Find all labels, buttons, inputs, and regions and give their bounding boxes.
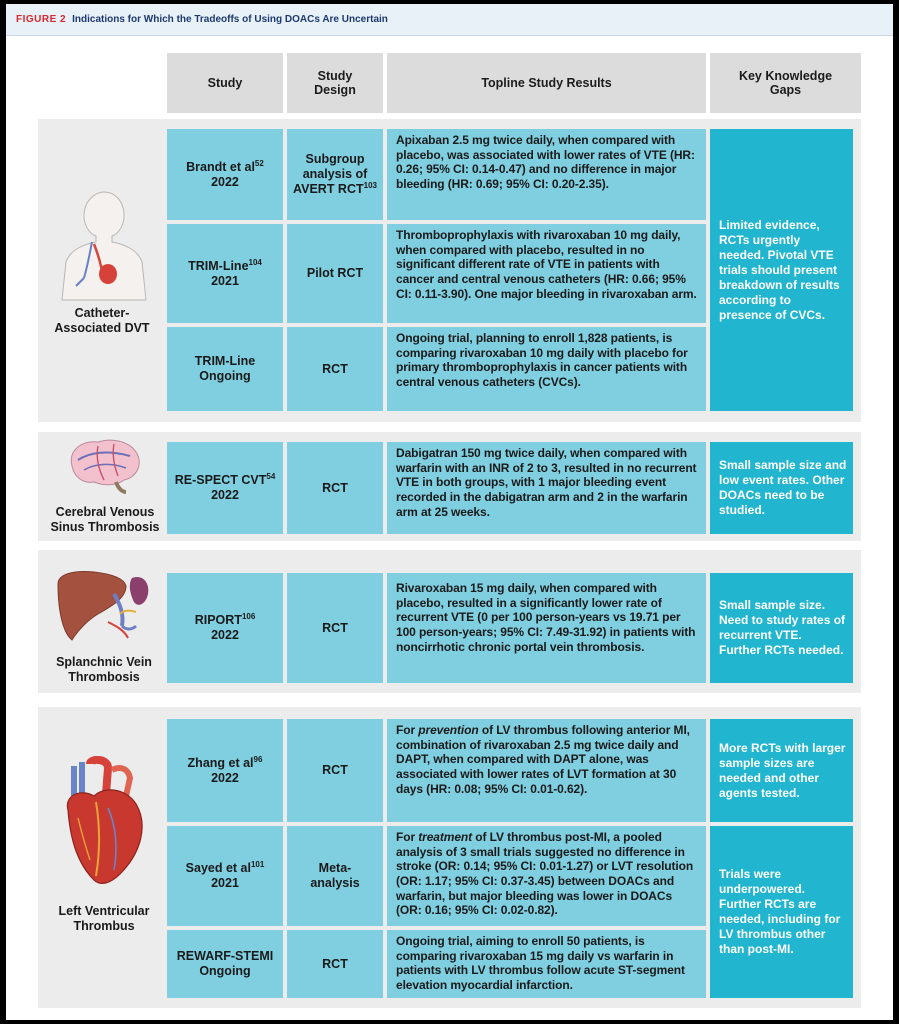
study-name: Sayed et al <box>185 861 251 875</box>
design-zhang: RCT <box>287 719 383 822</box>
study-year: 2022 <box>211 174 239 189</box>
study-year: 2022 <box>211 488 239 502</box>
study-name: RIPORT <box>194 613 242 627</box>
design-trim-line-2021: Pilot RCT <box>287 224 383 323</box>
gaps-splanchnic: Small sample size. Need to study rates of recurrent VTE. Further RCTs needed. <box>710 573 853 683</box>
study-ref: 106 <box>241 611 256 621</box>
results-riport: Rivaroxaban 15 mg daily, when compared with placebo, resulted in a significantly lower rate of recurrent VTE (0 per 100 person-years vs 19.71 per 100 person-years; 95% CI: 7.49-31.92) in patients with noncirrhotic chronic portal vein thrombosis. <box>387 573 706 683</box>
results-sayed <box>387 826 706 926</box>
design-sayed: Meta-analysis <box>287 826 383 926</box>
results-trim-line-2021: Thromboprophylaxis with rivaroxaban 10 mg daily, when compared with placebo, resulted in no significant different rate of VTE in patients with cancer and central venous catheters (HR: 0.66; 95% CI: 0.11-3.90). One major bleeding in rivaroxaban arm. <box>387 224 706 323</box>
study-zhang <box>167 719 283 822</box>
gaps-catheter-dvt: Limited evidence, RCTs urgently needed. Pivotal VTE trials should present breakdown of results according to presence of CVCs. <box>710 129 853 411</box>
study-trim-line-ongoing <box>167 327 283 411</box>
study-ref: 96 <box>253 754 263 764</box>
header-topline-results: Topline Study Results <box>387 53 706 113</box>
design-brandt <box>287 129 383 220</box>
heart-icon <box>56 756 152 888</box>
study-re-spect-cvt <box>167 442 283 534</box>
study-name: REWARF-STEMI <box>176 949 274 963</box>
study-name: TRIM-Line <box>188 258 249 273</box>
results-rest: of LV thrombus post-MI, a pooled analysis of 3 small trials suggested no difference in stroke (OR: 0.14; 95% CI: 0.01-1.27) or LVT resolution (OR: 1.17; 95% CI: 0.37-3.45) between DOACs and warfarin, but major bleeding was lower in DOACs (OR: 0.16; 95% CI: 0.02-0.82). <box>396 830 694 918</box>
category-cvst: Cerebral Venous Sinus Thrombosis <box>50 505 160 535</box>
design-ref: 103 <box>363 180 377 190</box>
results-emphasis: prevention <box>418 723 479 737</box>
study-sayed <box>167 826 283 926</box>
study-ref: 104 <box>248 257 262 267</box>
results-zhang <box>387 719 706 822</box>
results-rest: of LV thrombus following anterior MI, combination of rivaroxaban 2.5 mg twice daily and DAPT, when compared with DAPT alone, was associated with lower rates of LVT formation at 30 days (HR: 0.08; 95% CI: 0.01-0.62). <box>396 723 690 796</box>
design-trim-line-ongoing: RCT <box>287 327 383 411</box>
study-rewarf-stemi <box>167 930 283 998</box>
study-brandt <box>167 129 283 220</box>
header-study: Study <box>167 53 283 113</box>
study-trim-line-2021 <box>167 224 283 323</box>
design-text: Subgroup analysis of AVERT RCT <box>293 152 368 196</box>
study-year: 2022 <box>211 628 239 642</box>
study-ref: 101 <box>250 859 265 869</box>
results-lead: For <box>396 723 416 737</box>
category-lv-thrombus: Left Ventricular Thrombus <box>58 904 150 934</box>
person-with-central-venous-catheter-icon <box>54 182 150 302</box>
brain-veins-icon <box>64 436 144 494</box>
study-name: Zhang et al <box>187 755 254 770</box>
results-emphasis: treatment <box>418 830 473 844</box>
header-study-design: Study Design <box>287 53 383 113</box>
figure-title: Indications for Which the Tradeoffs of Using DOACs Are Uncertain <box>72 14 388 25</box>
study-year: Ongoing <box>199 369 251 383</box>
study-year: 2022 <box>211 770 239 785</box>
study-year: 2021 <box>211 876 239 890</box>
design-re-spect-cvt: RCT <box>287 442 383 534</box>
study-ref: 54 <box>266 471 276 481</box>
study-year: Ongoing <box>199 964 251 978</box>
study-riport <box>167 573 283 683</box>
header-knowledge-gaps: Key Knowledge Gaps <box>710 53 861 113</box>
results-lead: For <box>396 830 416 844</box>
gaps-lv-treatment: Trials were underpowered. Further RCTs are needed, including for LV thrombus other than post-MI. <box>710 826 853 998</box>
study-year: 2021 <box>211 273 239 288</box>
study-name: TRIM-Line <box>194 354 256 368</box>
study-ref: 52 <box>254 158 264 168</box>
design-rewarf-stemi: RCT <box>287 930 383 998</box>
study-name: RE-SPECT CVT <box>174 473 267 487</box>
design-riport: RCT <box>287 573 383 683</box>
study-name: Brandt et al <box>186 159 255 174</box>
results-brandt: Apixaban 2.5 mg twice daily, when compared with placebo, was associated with lower rates of VTE (HR: 0.26; 95% CI: 0.14-0.47) and no difference in major bleeding (HR: 0.69; 95% CI: 0.20-2.35). <box>387 129 706 220</box>
figure-title-bar <box>6 4 893 36</box>
results-re-spect-cvt: Dabigatran 150 mg twice daily, when compared with warfarin with an INR of 2 to 3, resulted in no recurrent VTE in both groups, with 1 major bleeding event recorded in the dabigatran arm and 2 in the warfarin arm at 25 weeks. <box>387 442 706 534</box>
results-trim-line-ongoing: Ongoing trial, planning to enroll 1,828 patients, is comparing rivaroxaban 10 mg daily with placebo for primary thromboprophylaxis in cancer patients with central venous catheters (CVCs). <box>387 327 706 411</box>
liver-portal-vein-icon <box>54 564 154 648</box>
results-rewarf-stemi: Ongoing trial, aiming to enroll 50 patients, is comparing rivaroxaban 15 mg daily vs warfarin in patients with LV thrombus follow acute ST-segment elevation myocardial infarction. <box>387 930 706 998</box>
figure-page <box>6 4 893 1020</box>
category-splanchnic: Splanchnic Vein Thrombosis <box>56 655 152 685</box>
gaps-cvst: Small sample size and low event rates. Other DOACs need to be studied. <box>710 442 853 534</box>
figure-number: FIGURE 2 <box>16 14 67 25</box>
category-catheter-dvt: Catheter-Associated DVT <box>54 306 150 336</box>
gaps-lv-prevention: More RCTs with larger sample sizes are needed and other agents tested. <box>710 719 853 822</box>
